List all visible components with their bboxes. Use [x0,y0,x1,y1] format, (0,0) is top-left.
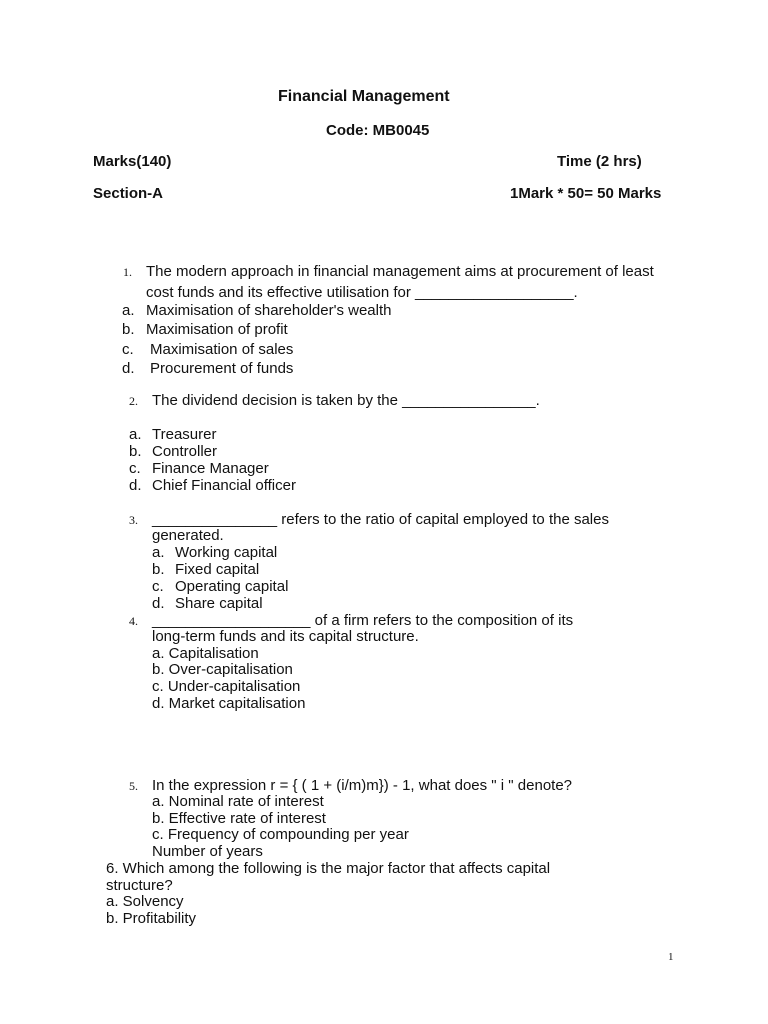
option-text: Operating capital [175,578,289,595]
option-text: Chief Financial officer [152,477,296,494]
question-number: 1. [123,265,132,279]
option-text: a. Solvency [106,893,184,910]
time-label: Time (2 hrs) [557,153,642,170]
question-text: _______________ refers to the ratio of capital employed to the sales [152,511,609,528]
question-number: 2. [129,394,138,408]
course-code: Code: MB0045 [326,122,430,139]
option-text: a. Nominal rate of interest [152,793,324,810]
question-text: In the expression r = { ( 1 + (i/m)m}) - 1, what does " i " denote? [152,777,573,794]
option-label: a. [152,544,165,561]
option-label: a. [122,302,135,319]
question-text: The modern approach in financial management aims at procurement of least [146,263,654,280]
option-label: a. [129,426,142,443]
option-text: c. Frequency of compounding per year [152,826,409,843]
option-text: Controller [152,443,218,460]
document-title: Financial Management [278,88,450,105]
question-text: 6. Which among the following is the major factor that affects capital [106,860,551,877]
option-label: b. [122,321,135,338]
section-label: Section-A [93,185,164,202]
option-text: b. Over-capitalisation [152,661,293,678]
question-number: 4. [129,614,138,628]
option-label: b. [152,561,165,578]
option-text: b. Effective rate of interest [152,810,326,827]
option-label: c. [129,460,141,477]
option-label: d. [122,360,135,377]
option-text: Finance Manager [152,460,269,477]
option-text: d. Market capitalisation [152,695,306,712]
option-text: c. Under-capitalisation [152,678,301,695]
question-text: cost funds and its effective utilisation for ___________________. [146,284,578,301]
option-label: c. [122,341,134,358]
question-text: long-term funds and its capital structure. [152,628,419,645]
option-text: Fixed capital [175,561,260,578]
option-text: Share capital [175,595,263,612]
question-text: structure? [106,877,173,894]
question-number: 5. [129,779,138,793]
option-text: b. Profitability [106,910,197,927]
option-label: d. [152,595,165,612]
option-text: Treasurer [152,426,217,443]
page-number: 1 [668,951,674,963]
option-text: Procurement of funds [150,360,294,377]
option-text: a. Capitalisation [152,645,259,662]
option-text: Number of years [152,843,263,860]
question-text: generated. [152,527,224,544]
option-label: c. [152,578,164,595]
section-marks-label: 1Mark * 50= 50 Marks [510,185,662,202]
option-text: Working capital [175,544,278,561]
marks-label: Marks(140) [93,153,172,170]
question-number: 3. [129,513,138,527]
option-label: b. [129,443,142,460]
option-text: Maximisation of profit [146,321,288,338]
question-text: ___________________ of a firm refers to the composition of its [152,612,574,629]
question-text: The dividend decision is taken by the ________________. [152,392,540,409]
option-label: d. [129,477,142,494]
option-text: Maximisation of shareholder's wealth [146,302,392,319]
option-text: Maximisation of sales [150,341,294,358]
